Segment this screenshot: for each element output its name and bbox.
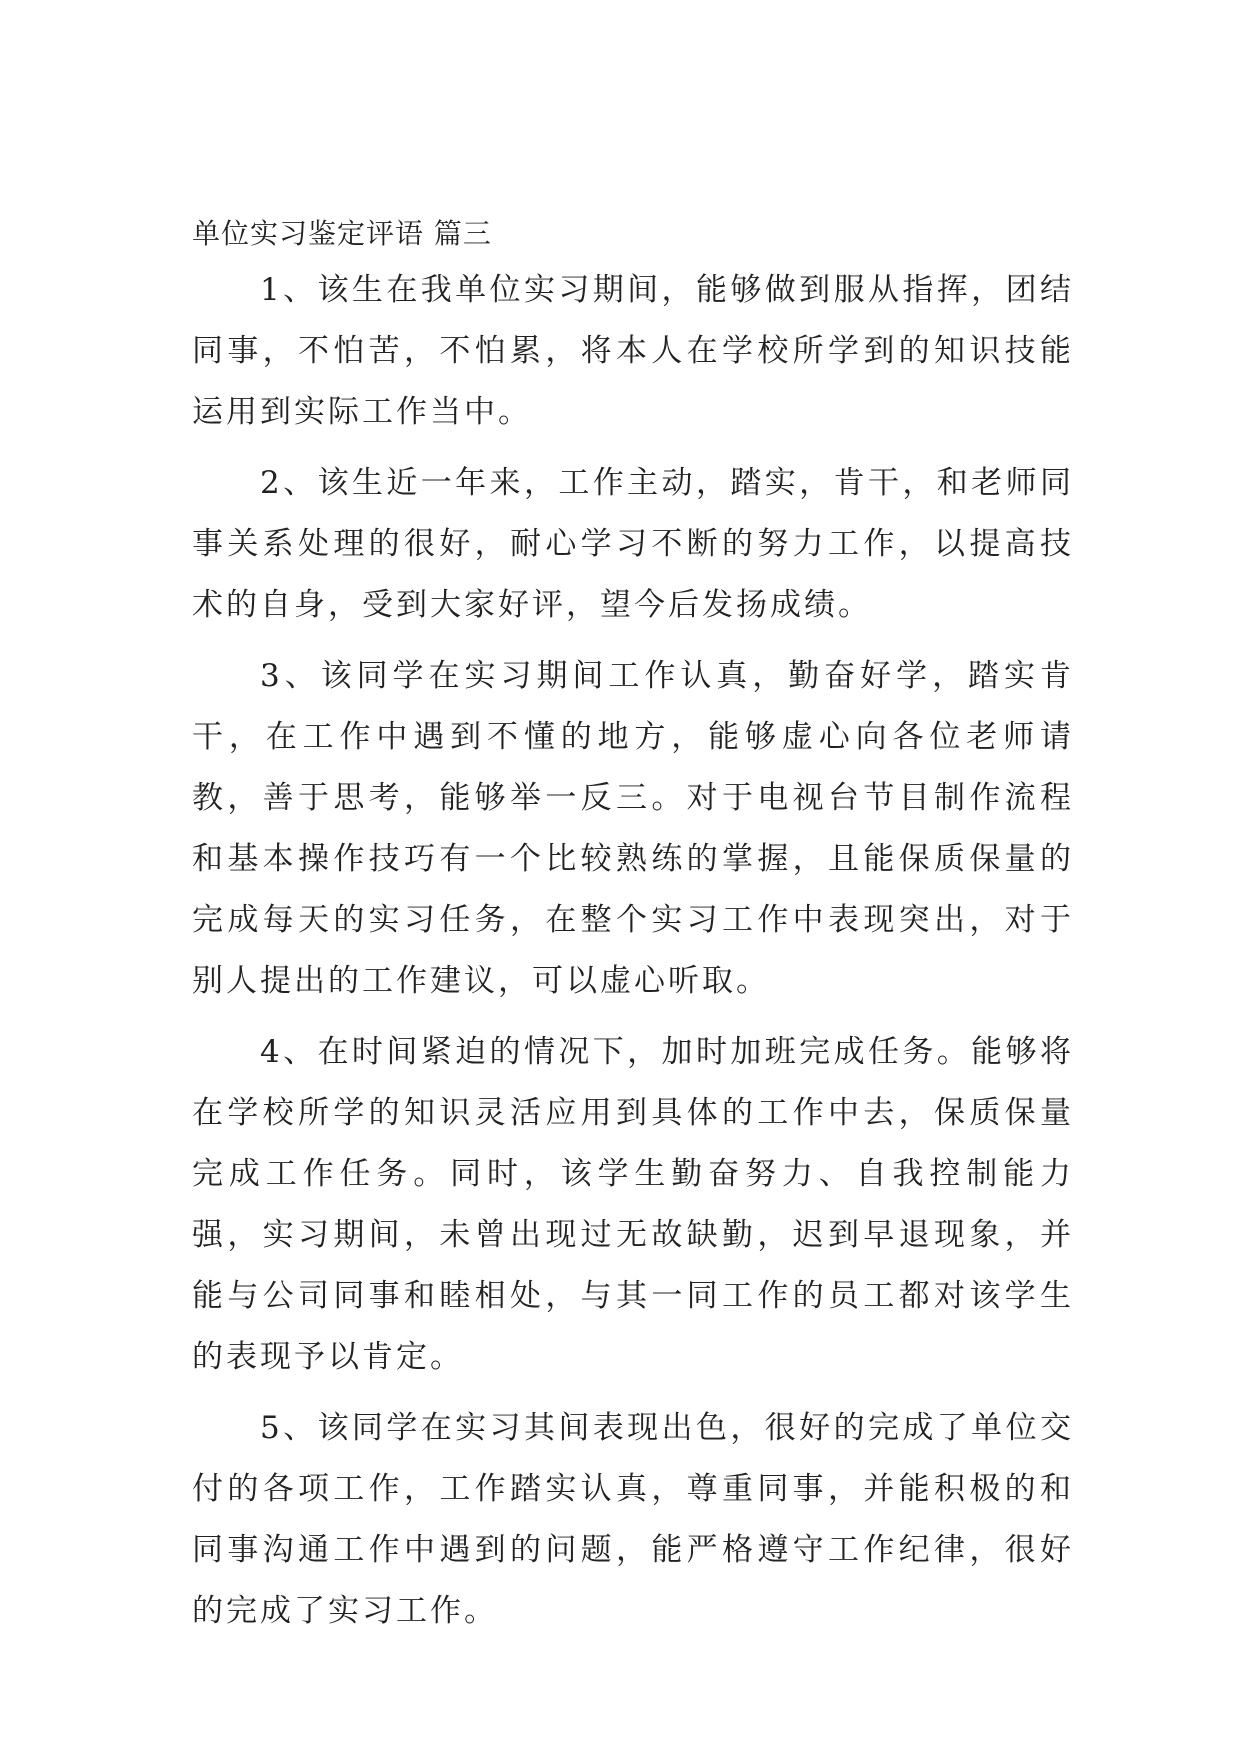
evaluation-paragraph-5: 5、该同学在实习其间表现出色，很好的完成了单位交付的各项工作，工作踏实认真，尊重同事，并能积极的和同事沟通工作中遇到的问题，能严格遵守工作纪律，很好的完成了实习工作。 [192, 1410, 1074, 1629]
evaluation-paragraph-1: 1、该生在我单位实习期间，能够做到服从指挥，团结同事，不怕苦，不怕累，将本人在学校所学到的知识技能运用到实际工作当中。 [192, 272, 1074, 430]
evaluation-paragraph-4: 4、在时间紧迫的情况下，加时加班完成任务。能够将在学校所学的知识灵活应用到具体的工作中去，保质保量完成工作任务。同时，该学生勤奋努力、自我控制能力强，实习期间，未曾出现过无故缺勤，迟到早退现象，并能与公司同事和睦相处，与其一同工作的员工都对该学生的表现予以肯定。 [192, 1034, 1074, 1375]
document-heading: 单位实习鉴定评语 篇三 [192, 217, 492, 250]
document-page [192, 214, 1074, 1652]
evaluation-paragraph-2: 2、该生近一年来，工作主动，踏实，肯干，和老师同事关系处理的很好，耐心学习不断的努力工作，以提高技术的自身，受到大家好评，望今后发扬成绩。 [192, 465, 1074, 623]
evaluation-paragraph-3: 3、该同学在实习期间工作认真，勤奋好学，踏实肯干，在工作中遇到不懂的地方，能够虚心向各位老师请教，善于思考，能够举一反三。对于电视台节目制作流程和基本操作技巧有一个比较熟练的掌握，且能保质保量的完成每天的实习任务，在整个实习工作中表现突出，对于别人提出的工作建议，可以虚心听取。 [192, 658, 1074, 999]
